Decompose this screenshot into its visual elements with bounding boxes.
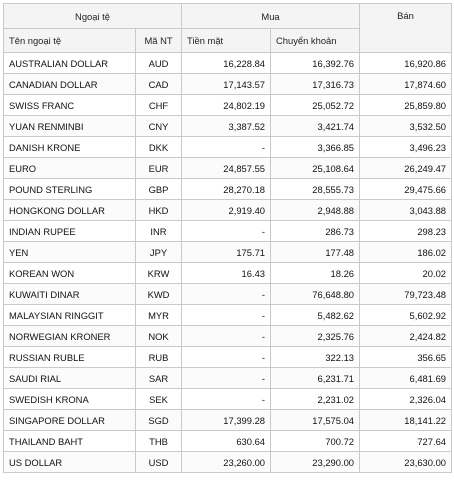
currency-code-cell: GBP [136,179,182,200]
table-row [4,326,452,347]
buy-cash-cell: 175.71 [182,242,271,263]
sell-cell: 17,874.60 [360,74,452,95]
sell-cell: 29,475.66 [360,179,452,200]
table-row [4,431,452,452]
header-row-group [4,4,452,29]
buy-transfer-cell: 3,421.74 [271,116,360,137]
table-row [4,53,452,74]
currency-name-cell: RUSSIAN RUBLE [4,347,136,368]
buy-transfer-cell: 28,555.73 [271,179,360,200]
buy-cash-cell: - [182,284,271,305]
buy-transfer-cell: 16,392.76 [271,53,360,74]
buy-cash-cell: 630.64 [182,431,271,452]
buy-cash-cell: 16,228.84 [182,53,271,74]
table-row [4,179,452,200]
table-row [4,137,452,158]
sell-cell: 3,532.50 [360,116,452,137]
buy-cash-cell: 24,857.55 [182,158,271,179]
table-row [4,263,452,284]
sell-cell: 356.65 [360,347,452,368]
buy-cash-cell: - [182,389,271,410]
header-tien-mat: Tiền mặt [182,29,271,53]
currency-code-cell: CAD [136,74,182,95]
sell-cell: 6,481.69 [360,368,452,389]
currency-name-cell: SAUDI RIAL [4,368,136,389]
buy-cash-cell: - [182,347,271,368]
currency-code-cell: EUR [136,158,182,179]
buy-transfer-cell: 2,948.88 [271,200,360,221]
buy-cash-cell: - [182,137,271,158]
buy-cash-cell: 24,802.19 [182,95,271,116]
currency-code-cell: INR [136,221,182,242]
buy-transfer-cell: 6,231.71 [271,368,360,389]
buy-cash-cell: 17,143.57 [182,74,271,95]
currency-code-cell: KWD [136,284,182,305]
buy-transfer-cell: 2,231.02 [271,389,360,410]
currency-code-cell: JPY [136,242,182,263]
currency-name-cell: CANADIAN DOLLAR [4,74,136,95]
table-row [4,368,452,389]
table-row [4,200,452,221]
currency-code-cell: RUB [136,347,182,368]
exchange-rate-table-container [3,3,451,473]
table-row [4,284,452,305]
buy-transfer-cell: 2,325.76 [271,326,360,347]
currency-name-cell: SWISS FRANC [4,95,136,116]
buy-transfer-cell: 5,482.62 [271,305,360,326]
sell-cell: 25,859.80 [360,95,452,116]
table-body [4,53,452,473]
sell-cell: 5,602.92 [360,305,452,326]
buy-transfer-cell: 322.13 [271,347,360,368]
buy-transfer-cell: 18.26 [271,263,360,284]
buy-cash-cell: - [182,221,271,242]
currency-code-cell: KRW [136,263,182,284]
buy-cash-cell: 23,260.00 [182,452,271,473]
buy-transfer-cell: 17,575.04 [271,410,360,431]
currency-name-cell: KUWAITI DINAR [4,284,136,305]
currency-name-cell: THAILAND BAHT [4,431,136,452]
sell-cell: 79,723.48 [360,284,452,305]
currency-code-cell: SGD [136,410,182,431]
currency-name-cell: YEN [4,242,136,263]
buy-transfer-cell: 25,052.72 [271,95,360,116]
currency-code-cell: NOK [136,326,182,347]
buy-transfer-cell: 177.48 [271,242,360,263]
currency-name-cell: MALAYSIAN RINGGIT [4,305,136,326]
header-ngoai-te: Ngoại tệ [4,4,182,29]
sell-cell: 298.23 [360,221,452,242]
currency-code-cell: MYR [136,305,182,326]
currency-code-cell: CNY [136,116,182,137]
table-row [4,452,452,473]
buy-transfer-cell: 17,316.73 [271,74,360,95]
buy-transfer-cell: 700.72 [271,431,360,452]
currency-code-cell: DKK [136,137,182,158]
table-row [4,347,452,368]
sell-cell: 2,326.04 [360,389,452,410]
header-ten-ngoai-te: Tên ngoại tệ [4,29,136,53]
table-row [4,74,452,95]
currency-code-cell: USD [136,452,182,473]
buy-cash-cell: - [182,305,271,326]
table-row [4,305,452,326]
currency-name-cell: AUSTRALIAN DOLLAR [4,53,136,74]
currency-code-cell: SEK [136,389,182,410]
sell-cell: 23,630.00 [360,452,452,473]
table-row [4,221,452,242]
currency-name-cell: DANISH KRONE [4,137,136,158]
currency-name-cell: SINGAPORE DOLLAR [4,410,136,431]
sell-cell: 3,496.23 [360,137,452,158]
exchange-rate-table [3,3,452,473]
buy-transfer-cell: 3,366.85 [271,137,360,158]
currency-name-cell: HONGKONG DOLLAR [4,200,136,221]
currency-code-cell: AUD [136,53,182,74]
table-row [4,242,452,263]
header-ban: Bán [360,4,452,53]
buy-cash-cell: 3,387.52 [182,116,271,137]
sell-cell: 18,141.22 [360,410,452,431]
buy-cash-cell: 17,399.28 [182,410,271,431]
header-mua: Mua [182,4,360,29]
buy-cash-cell: 16.43 [182,263,271,284]
table-row [4,116,452,137]
sell-cell: 2,424.82 [360,326,452,347]
buy-transfer-cell: 25,108.64 [271,158,360,179]
buy-transfer-cell: 76,648.80 [271,284,360,305]
currency-name-cell: NORWEGIAN KRONER [4,326,136,347]
header-ma-nt: Mã NT [136,29,182,53]
currency-name-cell: US DOLLAR [4,452,136,473]
currency-name-cell: KOREAN WON [4,263,136,284]
buy-cash-cell: - [182,326,271,347]
currency-name-cell: INDIAN RUPEE [4,221,136,242]
buy-cash-cell: - [182,368,271,389]
currency-code-cell: CHF [136,95,182,116]
currency-code-cell: SAR [136,368,182,389]
buy-transfer-cell: 23,290.00 [271,452,360,473]
header-chuyen-khoan: Chuyển khoản [271,29,360,53]
buy-cash-cell: 28,270.18 [182,179,271,200]
table-row [4,95,452,116]
currency-name-cell: SWEDISH KRONA [4,389,136,410]
currency-name-cell: EURO [4,158,136,179]
currency-name-cell: POUND STERLING [4,179,136,200]
table-row [4,389,452,410]
buy-cash-cell: 2,919.40 [182,200,271,221]
table-row [4,158,452,179]
table-row [4,410,452,431]
sell-cell: 26,249.47 [360,158,452,179]
sell-cell: 3,043.88 [360,200,452,221]
buy-transfer-cell: 286.73 [271,221,360,242]
sell-cell: 727.64 [360,431,452,452]
sell-cell: 20.02 [360,263,452,284]
currency-code-cell: THB [136,431,182,452]
sell-cell: 186.02 [360,242,452,263]
table-header [4,4,452,53]
currency-name-cell: YUAN RENMINBI [4,116,136,137]
sell-cell: 16,920.86 [360,53,452,74]
currency-code-cell: HKD [136,200,182,221]
